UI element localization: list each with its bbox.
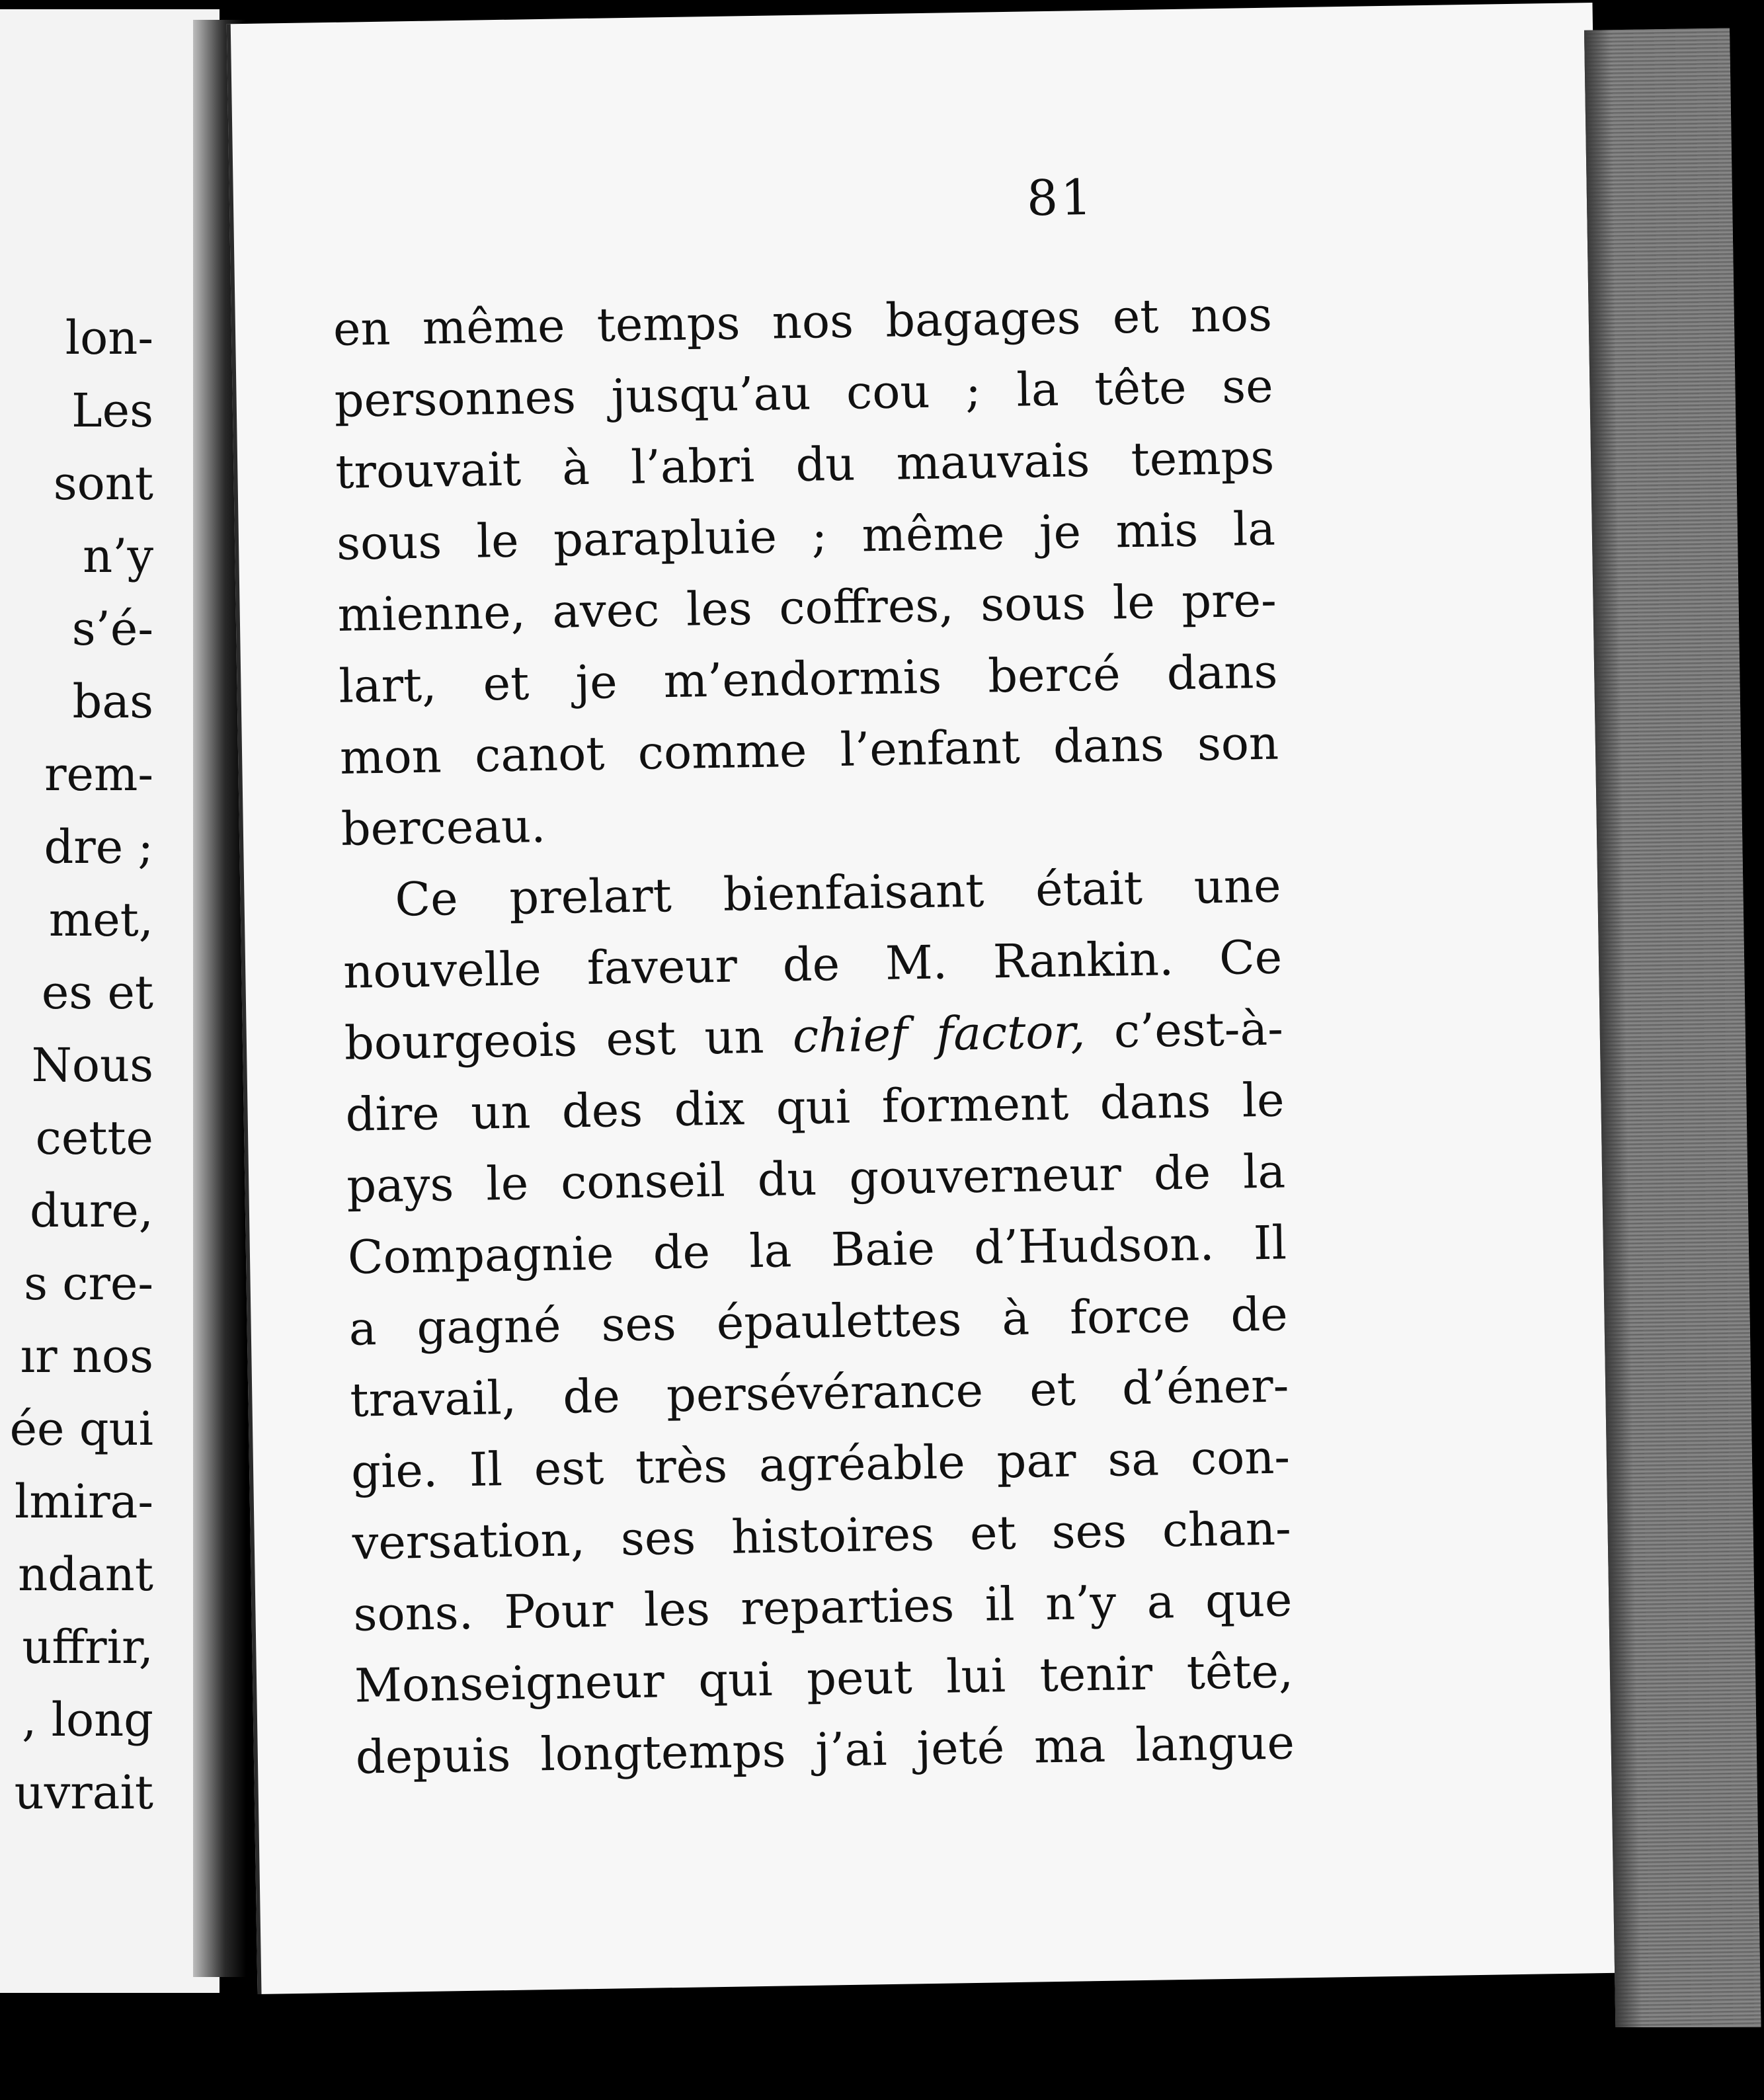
- left-page-line: ndant: [18, 1547, 153, 1601]
- left-page-line: bas: [72, 674, 153, 729]
- text-line: en même temps nos bagages et nos: [333, 287, 1273, 356]
- page-number: 81: [1026, 169, 1095, 227]
- italic-term: chief factor,: [792, 1004, 1086, 1064]
- main-page: [227, 3, 1624, 1994]
- scan-background-bottom: [0, 2027, 1764, 2100]
- left-page-line: lon-: [65, 311, 153, 365]
- text-line: travail, de persévérance et d’éner-: [349, 1358, 1289, 1428]
- left-page-line: ée qui: [9, 1402, 153, 1456]
- page-body-text: [333, 279, 1295, 1793]
- text-line: pays le conseil du gouverneur de la: [346, 1144, 1286, 1213]
- text-line: Monseigneur qui peut lui tenir tête,: [354, 1644, 1294, 1713]
- text-line: dire un des dix qui forment dans le: [345, 1072, 1285, 1142]
- left-page-line: s cre-: [24, 1256, 153, 1311]
- book-page-edges: [1584, 28, 1761, 2053]
- left-page-line: Nous: [31, 1038, 153, 1092]
- text-line: versation, ses histoires et ses chan-: [352, 1501, 1292, 1570]
- text-line: Compagnie de la Baie d’Hudson. Il: [347, 1215, 1287, 1285]
- left-page-line: es et: [41, 965, 153, 1020]
- left-page-line: ır nos: [20, 1329, 153, 1383]
- text-line: berceau.: [341, 798, 546, 856]
- text-line: nouvelle faveur de M. Rankin. Ce: [342, 930, 1283, 999]
- text-line: sons. Pour les reparties il n’y a que: [352, 1572, 1293, 1642]
- left-page-line: Les: [71, 384, 153, 438]
- text-line: mon canot comme l’enfant dans son: [339, 715, 1279, 785]
- text-line: Ce prelart bienfaisant était une: [394, 858, 1282, 927]
- text-line: mienne, avec les coffres, sous le pre-: [337, 573, 1277, 642]
- left-page-line: uffrir,: [22, 1620, 153, 1674]
- text-line: lart, et je m’endormis bercé dans: [338, 644, 1278, 713]
- text-line: gie. Il est très agréable par sa con-: [350, 1430, 1291, 1499]
- text-line: sous le parapluie ; même je mis la: [336, 501, 1276, 571]
- left-page-line: uvrait: [14, 1765, 153, 1820]
- left-page-line: rem-: [44, 747, 153, 801]
- left-page-line: cette: [35, 1111, 153, 1165]
- text-line: a gagné ses épaulettes à force de: [348, 1287, 1289, 1356]
- text-segment: c’est-à-: [1113, 1001, 1284, 1059]
- left-page-line: dre ;: [44, 820, 153, 874]
- left-page-line: , long: [22, 1693, 153, 1747]
- left-page-text: [10, 302, 153, 1829]
- text-segment: bourgeois est un: [344, 1009, 765, 1070]
- left-facing-page: [0, 9, 220, 1993]
- left-page-line: n’y: [83, 529, 153, 583]
- text-line: personnes jusqu’au cou ; la tête se: [334, 358, 1274, 428]
- left-page-line: met,: [48, 893, 153, 947]
- left-page-line: dure,: [29, 1184, 153, 1238]
- left-page-line: s’é-: [71, 602, 153, 656]
- left-page-line: sont: [53, 456, 153, 510]
- text-line: trouvait à l’abri du mauvais temps: [335, 430, 1275, 499]
- left-page-line: lmira-: [15, 1474, 153, 1529]
- text-line: depuis longtemps j’ai jeté ma langue: [355, 1715, 1295, 1785]
